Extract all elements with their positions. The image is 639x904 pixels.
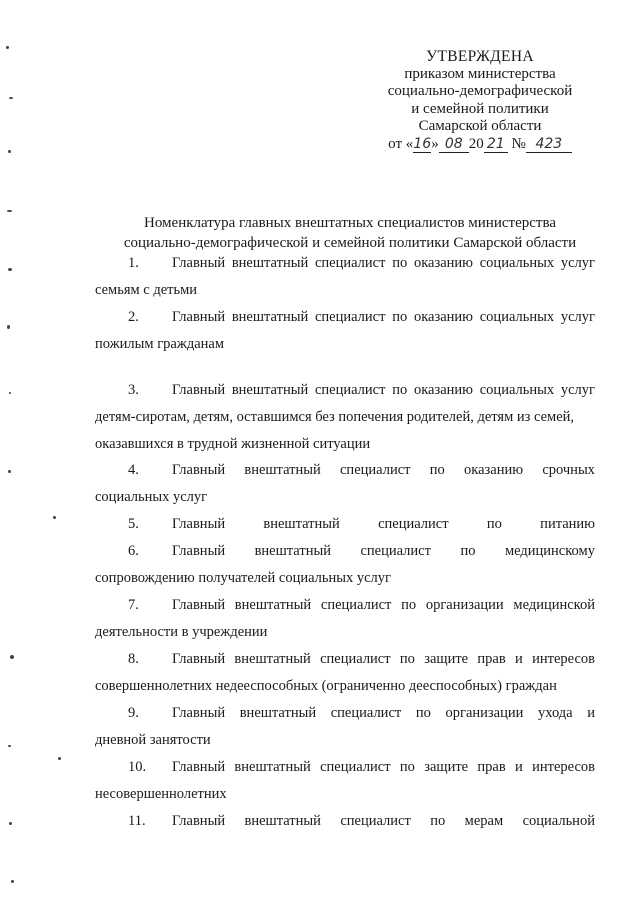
list-item-text: Главный внештатный специалист по оказанию срочных [172, 462, 595, 478]
list-item [95, 754, 595, 808]
list-item-number: 2. [128, 309, 139, 325]
scan-speck [7, 325, 10, 329]
scan-speck [10, 655, 14, 659]
approval-line: социально-демографической [387, 83, 573, 99]
scan-speck [8, 268, 12, 271]
approval-line: Самарской области [418, 118, 542, 134]
list-item [95, 538, 595, 592]
list-item-number: 8. [128, 651, 139, 667]
date-mid: » [431, 135, 439, 152]
date-year-prefix: 20 [468, 135, 484, 152]
order-number-label: № [511, 135, 526, 152]
list-item-first-line [95, 377, 595, 404]
document-title-line: социально-демографической и семейной политики Самарской области [123, 235, 577, 251]
list-item-number: 9. [128, 705, 139, 721]
list-item [95, 377, 595, 458]
date-prefix: от « [388, 135, 414, 152]
list-item-text: Главный внештатный специалист по оказанию социальных услуг [172, 382, 595, 398]
date-day: 16 [413, 135, 432, 152]
list-item-text: Главный внештатный специалист по медицинскому [172, 543, 595, 559]
scan-speck [6, 46, 9, 49]
list-item-number: 1. [128, 255, 139, 271]
list-item-continuation: сопровождению получателей социальных услуг [95, 570, 391, 586]
date-month: 08 [439, 137, 469, 153]
order-number: 423 [526, 137, 572, 153]
list-item-continuation: социальных услуг [95, 489, 208, 505]
scan-speck [11, 880, 14, 883]
list-item [95, 304, 595, 358]
list-item [95, 511, 595, 538]
list-item-first-line [95, 646, 595, 673]
list-item-first-line [95, 808, 595, 835]
scan-speck [8, 470, 11, 473]
list-item-number: 11. [128, 813, 146, 829]
approval-block [360, 48, 600, 153]
list-item-number: 3. [128, 382, 139, 398]
approval-date-line [360, 136, 600, 154]
list-item-text: Главный внештатный специалист по оказанию социальных услуг [172, 255, 595, 271]
list-item [95, 808, 595, 835]
list-item-first-line [95, 700, 595, 727]
list-item-text: Главный внештатный специалист по организации медицинской [172, 597, 595, 613]
list-item-first-line [95, 538, 595, 565]
list-item-text: Главный внештатный специалист по оказанию социальных услуг [172, 309, 595, 325]
list-item [95, 700, 595, 754]
list-item-number: 10. [128, 759, 147, 775]
list-item [95, 646, 595, 700]
list-item-continuation: пожилым гражданам [95, 336, 225, 352]
list-item-text: Главный внештатный специалист по защите прав и интересов [172, 651, 595, 667]
approval-heading: УТВЕРЖДЕНА [426, 48, 534, 65]
list-item [95, 250, 595, 304]
list-item-text: Главный внештатный специалист по защите прав и интересов [172, 759, 595, 775]
list-item-first-line [95, 457, 595, 484]
list-item-first-line [95, 304, 595, 331]
scan-speck [9, 822, 12, 825]
list-item-continuation: несовершеннолетних [95, 786, 227, 802]
list-item-first-line [95, 592, 595, 619]
list-item-number: 6. [128, 543, 139, 559]
list-item-number: 7. [128, 597, 139, 613]
list-item-continuation: семьям с детьми [95, 282, 198, 298]
list-item-continuation: совершеннолетних недееспособных (ограниченно дееспособных) граждан [95, 678, 557, 694]
scan-speck [9, 97, 13, 99]
list-item [95, 592, 595, 646]
document-title-line: Номенклатура главных внештатных специалистов министерства [144, 215, 556, 231]
list-item-text: Главный внештатный специалист по организации ухода и [172, 705, 595, 721]
scan-speck [8, 745, 11, 747]
list-item-number: 5. [128, 516, 139, 532]
date-year-suffix: 21 [484, 137, 508, 153]
scan-speck [58, 757, 61, 760]
document-title [100, 213, 600, 253]
scan-speck [9, 392, 11, 394]
list-item-first-line [95, 754, 595, 781]
list-item-continuation: оказавшихся в трудной жизненной ситуации [95, 436, 371, 452]
approval-line: приказом министерства [404, 65, 556, 82]
approval-line: и семейной политики [411, 100, 549, 117]
list-item-continuation: детям-сиротам, детям, оставшимся без попечения родителей, детям из семей, [95, 409, 575, 425]
list-item-first-line [95, 511, 595, 538]
list-item-text: Главный внештатный специалист по мерам социальной [172, 813, 595, 829]
list-item-continuation: дневной занятости [95, 732, 211, 748]
scan-speck [7, 210, 12, 212]
scan-speck [8, 150, 11, 153]
scan-speck [53, 516, 56, 519]
list-item-number: 4. [128, 462, 139, 478]
list-item [95, 457, 595, 511]
list-item-text: Главный внештатный специалист по питанию [172, 516, 595, 532]
list-item-continuation: деятельности в учреждении [95, 624, 268, 640]
list-item-first-line [95, 250, 595, 277]
